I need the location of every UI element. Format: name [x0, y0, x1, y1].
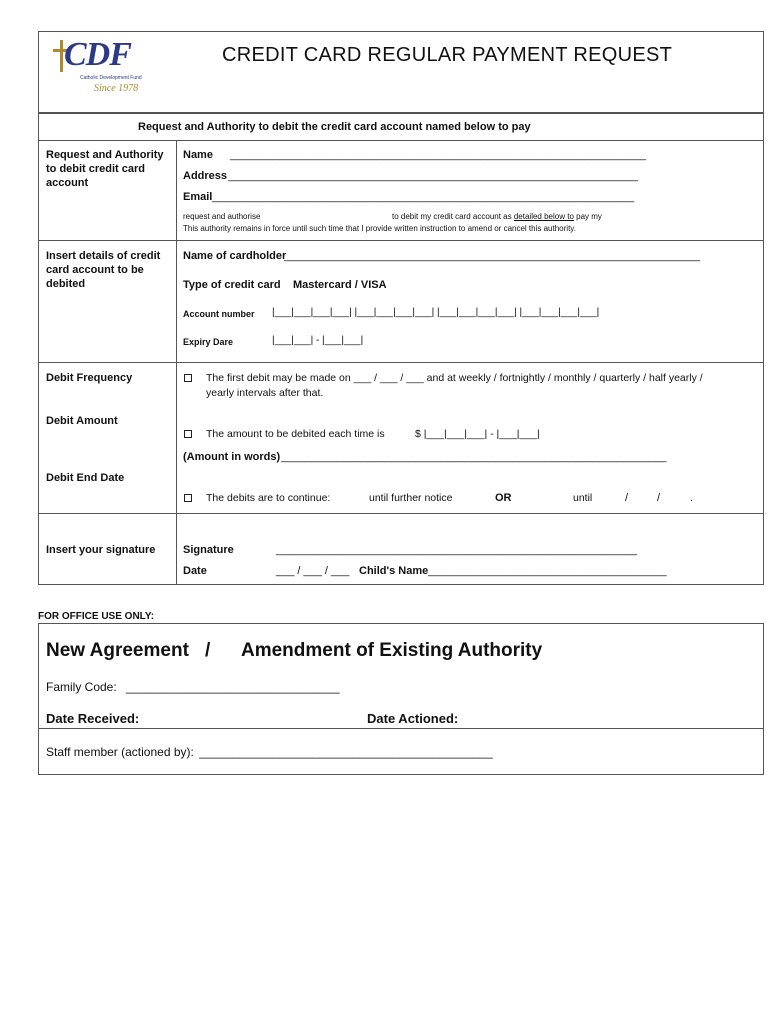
amount-checkbox[interactable] [184, 430, 192, 438]
frequency-checkbox[interactable] [184, 374, 192, 382]
office-use-heading: FOR OFFICE USE ONLY: [38, 611, 155, 622]
end-text: The debits are to continue: [206, 492, 331, 504]
name-field[interactable]: ____________________________________________________________________ [230, 149, 647, 161]
date-actioned-label: Date Actioned: [367, 711, 459, 726]
address-label: Address [183, 170, 228, 182]
section-label-card: Insert details of credit card account to be debited [46, 250, 161, 290]
logo-brand: CDF [64, 36, 131, 73]
email-field[interactable]: _____________________________________________________________________ [212, 191, 635, 203]
name-label: Name [183, 149, 213, 161]
end-date-separator: / [657, 492, 661, 504]
family-code-field[interactable]: ________________________________ [126, 680, 340, 694]
section-label-request: Request and Authority to debit credit card account [46, 149, 164, 189]
account-number-label: Account number [183, 309, 255, 319]
signature-section-label: Insert your signature [46, 544, 156, 556]
divider [38, 140, 764, 141]
end-option-until-further-notice[interactable]: until further notice [369, 492, 453, 504]
end-checkbox[interactable] [184, 494, 192, 502]
amount-words-label: (Amount in words) [183, 451, 281, 463]
new-agreement-option[interactable]: New Agreement [46, 640, 189, 661]
date-received-label: Date Received: [46, 711, 140, 726]
signature-label: Signature [183, 544, 234, 556]
debit-end-date-label: Debit End Date [46, 472, 125, 484]
divider [38, 728, 764, 729]
date-field[interactable]: ___ / ___ / ___ [276, 565, 350, 577]
signature-field[interactable]: ___________________________________________________________ [276, 544, 637, 556]
card-type-label: Type of credit card [183, 279, 281, 291]
debit-text-part: pay my [576, 212, 602, 221]
cdf-logo [50, 38, 150, 100]
email-label: Email [183, 191, 213, 203]
authorise-text: request and authorise [183, 212, 261, 221]
debit-text-link: detailed below to [513, 212, 574, 221]
frequency-text: The first debit may be made on ___ / ___ / ___ and at weekly / fortnightly / monthly / quarterly / half yearly / [206, 372, 703, 384]
divider [38, 513, 764, 514]
column-divider [176, 140, 177, 585]
end-date-separator: . [690, 492, 694, 504]
address-field[interactable]: ___________________________________________________________________ [228, 170, 638, 182]
staff-member-field[interactable]: ____________________________________________ [199, 745, 493, 759]
expiry-label: Expiry Dare [183, 337, 234, 347]
amount-text: The amount to be debited each time is [206, 428, 385, 440]
expiry-field[interactable]: |___|___| - |___|___| [272, 335, 364, 346]
divider [38, 240, 764, 241]
debit-amount-label: Debit Amount [46, 415, 118, 427]
child-name-label: Child's Name [359, 565, 429, 577]
family-code-label: Family Code: [46, 680, 117, 694]
end-date-separator: / [625, 492, 629, 504]
amendment-option[interactable]: Amendment of Existing Authority [241, 640, 543, 661]
intro-text: Request and Authority to debit the credit card account named below to pay [138, 121, 531, 133]
cardholder-field[interactable]: ____________________________________________________________________ [284, 250, 701, 262]
debit-frequency-label: Debit Frequency [46, 372, 133, 384]
remains-text: This authority remains in force until such time that I provide written instruction to amend or cancel this authority. [183, 224, 576, 233]
option-separator: / [205, 640, 211, 661]
card-type-options[interactable]: Mastercard / VISA [293, 279, 387, 291]
page-title: CREDIT CARD REGULAR PAYMENT REQUEST [222, 44, 673, 66]
frequency-text-2: yearly intervals after that. [206, 387, 324, 399]
divider [38, 362, 764, 363]
logo-since: Since 1978 [94, 83, 139, 94]
debit-text-part: to debit my credit card account as [392, 212, 512, 221]
cardholder-label: Name of cardholder [183, 250, 287, 262]
account-number-field[interactable]: |___|___|___|___| |___|___|___|___| |___|___|___|___| |___|___|___|___| [272, 307, 600, 318]
amount-field[interactable]: $ |___|___|___| - |___|___| [415, 428, 540, 440]
amount-words-field[interactable]: _______________________________________________________________ [281, 451, 667, 463]
end-option-until[interactable]: until [573, 492, 593, 504]
child-name-field[interactable]: _______________________________________ [428, 565, 667, 577]
logo-subtitle: Catholic Development Fund [80, 75, 142, 81]
end-or: OR [495, 492, 512, 504]
date-label: Date [183, 565, 207, 577]
debit-text [392, 212, 602, 221]
staff-member-label: Staff member (actioned by): [46, 745, 194, 759]
